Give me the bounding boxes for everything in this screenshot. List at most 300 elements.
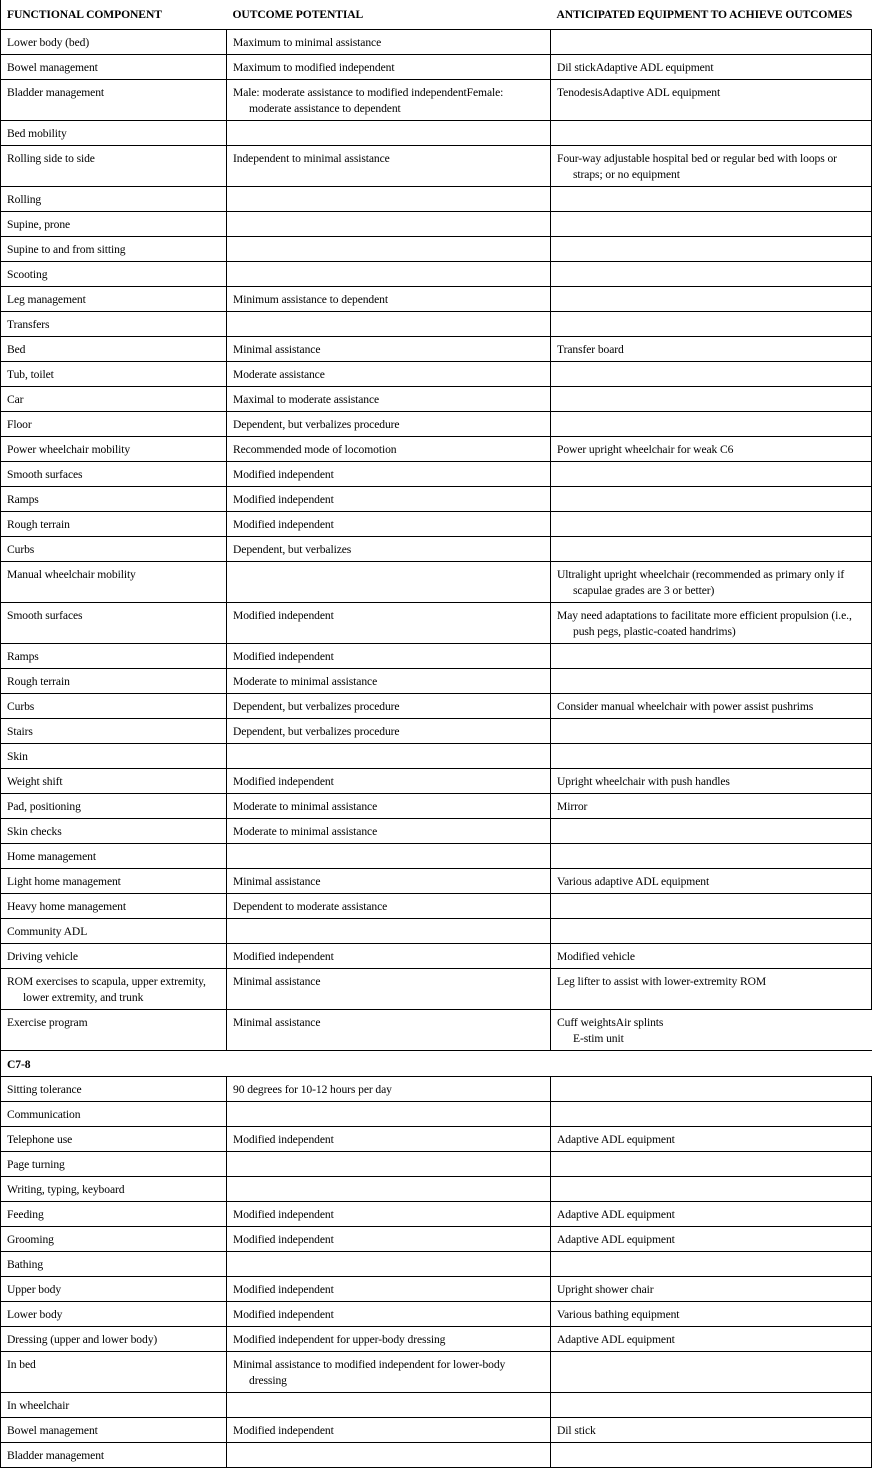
outcome-cell	[227, 669, 551, 694]
table-row	[1, 237, 872, 262]
component-cell	[1, 1302, 227, 1327]
equipment-cell-text: Upright shower chair	[557, 1283, 654, 1296]
outcome-cell-text: Moderate assistance	[233, 368, 325, 381]
component-cell-text: Bowel management	[7, 61, 98, 74]
outcome-cell	[227, 769, 551, 794]
outcome-cell-text: Modified independent	[233, 775, 334, 788]
component-cell-text: Floor	[7, 418, 32, 431]
table-row	[1, 437, 872, 462]
equipment-cell-text: May need adaptations to facilitate more efficient propulsion (i.e., push pegs, plastic-coated handrims)	[557, 609, 852, 638]
component-cell-text: Smooth surfaces	[7, 609, 83, 622]
table-row	[1, 644, 872, 669]
component-cell	[1, 1327, 227, 1352]
outcome-cell	[227, 312, 551, 337]
component-cell-text: In wheelchair	[7, 1399, 70, 1412]
table-row	[1, 694, 872, 719]
outcome-cell	[227, 1177, 551, 1202]
equipment-cell-text: Adaptive ADL equipment	[557, 1133, 675, 1146]
outcome-cell	[227, 237, 551, 262]
equipment-cell	[551, 1327, 872, 1352]
outcome-cell	[227, 1277, 551, 1302]
component-cell	[1, 819, 227, 844]
component-cell-text: Curbs	[7, 543, 35, 556]
component-cell-text: Supine, prone	[7, 218, 71, 231]
outcome-cell	[227, 362, 551, 387]
table-row	[1, 1327, 872, 1352]
outcome-cell	[227, 1227, 551, 1252]
equipment-cell-text: Transfer board	[557, 343, 624, 356]
table-row	[1, 30, 872, 55]
equipment-cell	[551, 287, 872, 312]
outcome-cell	[227, 1302, 551, 1327]
component-cell-text: Bowel management	[7, 1424, 98, 1437]
equipment-cell	[551, 819, 872, 844]
equipment-cell	[551, 1302, 872, 1327]
outcome-cell-text: Dependent, but verbalizes procedure	[233, 700, 400, 713]
component-cell-text: Leg management	[7, 293, 86, 306]
component-cell	[1, 121, 227, 146]
outcome-cell-text: Moderate to minimal assistance	[233, 825, 378, 838]
component-cell	[1, 437, 227, 462]
outcome-cell-text: Minimal assistance	[233, 343, 321, 356]
component-cell-text: Skin	[7, 750, 28, 763]
equipment-cell-text: Various adaptive ADL equipment	[557, 875, 710, 888]
component-cell	[1, 337, 227, 362]
table-row	[1, 1418, 872, 1443]
header-functional-component: FUNCTIONAL COMPONENT	[1, 0, 227, 30]
table-row	[1, 1393, 872, 1418]
table-row	[1, 1443, 872, 1468]
table-row	[1, 312, 872, 337]
component-cell-text: Weight shift	[7, 775, 63, 788]
component-cell	[1, 894, 227, 919]
equipment-cell	[551, 562, 872, 603]
component-cell	[1, 487, 227, 512]
outcome-cell-text: Modified independent	[233, 650, 334, 663]
table-row	[1, 262, 872, 287]
table-row	[1, 387, 872, 412]
outcome-cell-text: Modified independent	[233, 1233, 334, 1246]
equipment-cell	[551, 1202, 872, 1227]
table-row	[1, 819, 872, 844]
component-cell	[1, 944, 227, 969]
equipment-cell	[551, 1443, 872, 1468]
component-cell-text: Smooth surfaces	[7, 468, 83, 481]
component-cell	[1, 30, 227, 55]
component-cell-text: Driving vehicle	[7, 950, 78, 963]
outcome-cell	[227, 146, 551, 187]
outcome-cell-text: Maximal to moderate assistance	[233, 393, 380, 406]
table-row	[1, 1202, 872, 1227]
outcome-cell-text: Dependent, but verbalizes procedure	[233, 725, 400, 738]
component-cell	[1, 312, 227, 337]
equipment-cell-text: Various bathing equipment	[557, 1308, 680, 1321]
outcome-cell-text: Modified independent	[233, 1208, 334, 1221]
table-row	[1, 1152, 872, 1177]
equipment-cell	[551, 1177, 872, 1202]
table-row	[1, 146, 872, 187]
outcome-cell-text: Modified independent	[233, 518, 334, 531]
component-cell	[1, 562, 227, 603]
equipment-cell	[551, 437, 872, 462]
header-outcome-potential: OUTCOME POTENTIAL	[227, 0, 551, 30]
table-row	[1, 1227, 872, 1252]
equipment-cell-text: Leg lifter to assist with lower-extremity ROM	[557, 975, 767, 988]
component-cell-text: Tub, toilet	[7, 368, 54, 381]
outcome-cell-text: Minimal assistance	[233, 875, 321, 888]
table-row	[1, 669, 872, 694]
table-row	[1, 55, 872, 80]
component-cell-text: Page turning	[7, 1158, 65, 1171]
component-cell-text: Transfers	[7, 318, 50, 331]
outcome-cell	[227, 794, 551, 819]
equipment-cell-text: Adaptive ADL equipment	[557, 1208, 675, 1221]
component-cell-text: Bed mobility	[7, 127, 67, 140]
component-cell	[1, 1418, 227, 1443]
outcome-cell	[227, 337, 551, 362]
equipment-cell	[551, 237, 872, 262]
outcome-cell-text: Maximum to minimal assistance	[233, 36, 382, 49]
component-cell	[1, 387, 227, 412]
component-cell	[1, 919, 227, 944]
component-cell-text: Rough terrain	[7, 675, 70, 688]
table-row	[1, 869, 872, 894]
table-row	[1, 1177, 872, 1202]
equipment-cell-text: Ultralight upright wheelchair (recommended as primary only if scapulae grades are 3 or better)	[557, 568, 845, 597]
component-cell	[1, 287, 227, 312]
table-row	[1, 844, 872, 869]
component-cell	[1, 1202, 227, 1227]
outcome-cell-text: Dependent to moderate assistance	[233, 900, 388, 913]
equipment-cell	[551, 362, 872, 387]
table-row	[1, 80, 872, 121]
outcome-cell	[227, 1252, 551, 1277]
component-cell	[1, 1227, 227, 1252]
component-cell-text: Ramps	[7, 650, 39, 663]
component-cell	[1, 694, 227, 719]
outcome-cell	[227, 512, 551, 537]
outcome-cell	[227, 744, 551, 769]
section-row	[1, 1051, 872, 1077]
table-row	[1, 1277, 872, 1302]
outcome-cell-text: Modified independent	[233, 468, 334, 481]
component-cell	[1, 603, 227, 644]
header-equipment: ANTICIPATED EQUIPMENT TO ACHIEVE OUTCOMES	[551, 0, 872, 30]
component-cell	[1, 1177, 227, 1202]
section-label: C7-8	[1, 1051, 872, 1077]
component-cell	[1, 969, 227, 1010]
outcome-cell-text: Modified independent	[233, 950, 334, 963]
equipment-cell-text: Power upright wheelchair for weak C6	[557, 443, 734, 456]
component-cell-text: Manual wheelchair mobility	[7, 568, 136, 581]
equipment-cell-text: Dil stickAdaptive ADL equipment	[557, 61, 714, 74]
component-cell-text: Rough terrain	[7, 518, 70, 531]
equipment-cell	[551, 146, 872, 187]
table-row	[1, 894, 872, 919]
equipment-cell	[551, 603, 872, 644]
outcome-cell	[227, 437, 551, 462]
outcome-cell	[227, 80, 551, 121]
equipment-cell	[551, 512, 872, 537]
component-cell	[1, 462, 227, 487]
outcome-cell-text: Dependent, but verbalizes procedure	[233, 418, 400, 431]
component-cell	[1, 187, 227, 212]
outcome-cell-text: Moderate to minimal assistance	[233, 800, 378, 813]
equipment-cell	[551, 1418, 872, 1443]
component-cell-text: Car	[7, 393, 24, 406]
component-cell	[1, 1152, 227, 1177]
component-cell	[1, 844, 227, 869]
outcome-cell-text: Recommended mode of locomotion	[233, 443, 397, 456]
component-cell-text: Curbs	[7, 700, 35, 713]
table-row	[1, 487, 872, 512]
equipment-cell	[551, 337, 872, 362]
component-cell-text: Home management	[7, 850, 96, 863]
equipment-cell	[551, 769, 872, 794]
equipment-cell-text: Adaptive ADL equipment	[557, 1233, 675, 1246]
equipment-cell	[551, 694, 872, 719]
outcome-cell-text: Modified independent	[233, 1424, 334, 1437]
outcome-cell	[227, 1077, 551, 1102]
equipment-cell	[551, 537, 872, 562]
equipment-cell	[551, 1277, 872, 1302]
component-cell-text: Light home management	[7, 875, 121, 888]
equipment-cell	[551, 1152, 872, 1177]
table-row	[1, 1010, 872, 1051]
equipment-cell	[551, 412, 872, 437]
component-cell-text: Power wheelchair mobility	[7, 443, 131, 456]
table-row	[1, 603, 872, 644]
component-cell	[1, 537, 227, 562]
equipment-cell	[551, 1102, 872, 1127]
outcome-cell-text: Moderate to minimal assistance	[233, 675, 378, 688]
component-cell	[1, 262, 227, 287]
equipment-cell	[551, 1077, 872, 1102]
table-row	[1, 462, 872, 487]
equipment-cell-text: Dil stick	[557, 1424, 596, 1437]
outcome-cell-text: Modified independent	[233, 1133, 334, 1146]
outcome-cell: Minimal assistance	[227, 1010, 551, 1051]
component-cell: Exercise program	[1, 1010, 227, 1051]
component-cell-text: Scooting	[7, 268, 48, 281]
component-cell-text: Feeding	[7, 1208, 44, 1221]
component-cell-text: Grooming	[7, 1233, 54, 1246]
component-cell	[1, 1127, 227, 1152]
outcome-cell-text: Dependent, but verbalizes	[233, 543, 352, 556]
equipment-cell	[551, 744, 872, 769]
component-cell	[1, 1102, 227, 1127]
table-row	[1, 1102, 872, 1127]
table-row	[1, 562, 872, 603]
outcome-cell	[227, 894, 551, 919]
table-row	[1, 537, 872, 562]
outcome-cell	[227, 1418, 551, 1443]
outcome-cell	[227, 1393, 551, 1418]
outcome-cell	[227, 1352, 551, 1393]
equipment-cell-text: Upright wheelchair with push handles	[557, 775, 730, 788]
outcome-cell	[227, 603, 551, 644]
component-cell-text: Writing, typing, keyboard	[7, 1183, 125, 1196]
component-cell-text: Telephone use	[7, 1133, 73, 1146]
table-row	[1, 1127, 872, 1152]
component-cell-text: Sitting tolerance	[7, 1083, 82, 1096]
equipment-cell	[551, 312, 872, 337]
component-cell-text: Communication	[7, 1108, 81, 1121]
equipment-cell	[551, 969, 872, 1010]
component-cell-text: Dressing (upper and lower body)	[7, 1333, 158, 1346]
equipment-cell	[551, 462, 872, 487]
component-cell	[1, 669, 227, 694]
component-cell	[1, 719, 227, 744]
component-cell-text: Community ADL	[7, 925, 88, 938]
equipment-cell	[551, 894, 872, 919]
component-cell	[1, 1252, 227, 1277]
outcome-cell	[227, 944, 551, 969]
component-cell	[1, 869, 227, 894]
outcome-cell-text: Independent to minimal assistance	[233, 152, 390, 165]
component-cell-text: Bathing	[7, 1258, 44, 1271]
equipment-cell	[551, 80, 872, 121]
equipment-cell	[551, 1393, 872, 1418]
equipment-cell	[551, 212, 872, 237]
equipment-cell	[551, 1227, 872, 1252]
table-row	[1, 1352, 872, 1393]
table-row	[1, 1252, 872, 1277]
outcome-cell	[227, 1152, 551, 1177]
table-row	[1, 1302, 872, 1327]
outcome-cell-text: Minimum assistance to dependent	[233, 293, 388, 306]
outcome-cell	[227, 212, 551, 237]
outcome-cell	[227, 187, 551, 212]
outcome-cell-text: Modified independent	[233, 1283, 334, 1296]
component-cell	[1, 1352, 227, 1393]
outcome-cell	[227, 30, 551, 55]
equipment-cell	[551, 262, 872, 287]
table-row	[1, 287, 872, 312]
equipment-cell	[551, 794, 872, 819]
component-cell	[1, 412, 227, 437]
outcome-cell	[227, 1102, 551, 1127]
outcome-cell-text: Modified independent	[233, 609, 334, 622]
outcome-cell	[227, 562, 551, 603]
component-cell-text: Lower body (bed)	[7, 36, 90, 49]
component-cell-text: ROM exercises to scapula, upper extremity, lower extremity, and trunk	[7, 975, 206, 1004]
equipment-cell	[551, 844, 872, 869]
outcome-cell	[227, 1127, 551, 1152]
component-cell-text: Bladder management	[7, 1449, 105, 1462]
outcome-cell	[227, 644, 551, 669]
equipment-cell-text: Mirror	[557, 800, 588, 813]
table-row	[1, 412, 872, 437]
component-cell-text: Supine to and from sitting	[7, 243, 126, 256]
table-row	[1, 121, 872, 146]
outcome-cell-text: Minimal assistance to modified independent for lower-body dressing	[233, 1358, 506, 1387]
component-cell-text: Rolling	[7, 193, 42, 206]
outcome-cell	[227, 537, 551, 562]
component-cell	[1, 769, 227, 794]
equipment-cell	[551, 1252, 872, 1277]
outcome-cell	[227, 844, 551, 869]
equipment-cell-text: TenodesisAdaptive ADL equipment	[557, 86, 721, 99]
component-cell	[1, 512, 227, 537]
table-row	[1, 719, 872, 744]
outcome-cell	[227, 1443, 551, 1468]
component-cell	[1, 1443, 227, 1468]
outcome-cell	[227, 487, 551, 512]
table-row	[1, 769, 872, 794]
header-row	[1, 0, 872, 30]
component-cell-text: In bed	[7, 1358, 36, 1371]
equipment-cell	[551, 919, 872, 944]
equipment-cell	[551, 187, 872, 212]
table-row	[1, 794, 872, 819]
outcome-cell-text: Male: moderate assistance to modified independentFemale: moderate assistance to dependent	[233, 86, 504, 115]
outcome-cell	[227, 262, 551, 287]
component-cell	[1, 237, 227, 262]
outcome-cell	[227, 412, 551, 437]
component-cell-text: Lower body	[7, 1308, 63, 1321]
outcome-cell	[227, 819, 551, 844]
component-cell	[1, 362, 227, 387]
component-cell-text: Pad, positioning	[7, 800, 81, 813]
table-row	[1, 944, 872, 969]
equipment-cell	[551, 1127, 872, 1152]
component-cell-text: Ramps	[7, 493, 39, 506]
outcome-cell-text: 90 degrees for 10-12 hours per day	[233, 1083, 392, 1096]
equipment-cell	[551, 1352, 872, 1393]
equipment-cell	[551, 644, 872, 669]
outcome-cell	[227, 387, 551, 412]
outcome-cell	[227, 55, 551, 80]
equipment-cell	[551, 944, 872, 969]
outcome-cell	[227, 969, 551, 1010]
outcome-cell-text: Minimal assistance	[233, 975, 321, 988]
outcome-cell-text: Modified independent	[233, 493, 334, 506]
equipment-cell	[551, 719, 872, 744]
outcome-cell-text: Maximum to modified independent	[233, 61, 395, 74]
outcome-cell	[227, 1327, 551, 1352]
table-row	[1, 512, 872, 537]
table-row	[1, 362, 872, 387]
equipment-cell	[551, 869, 872, 894]
component-cell	[1, 55, 227, 80]
outcome-cell	[227, 919, 551, 944]
equipment-cell	[551, 387, 872, 412]
component-cell-text: Skin checks	[7, 825, 62, 838]
equipment-cell-text: Consider manual wheelchair with power assist pushrims	[557, 700, 814, 713]
table-row	[1, 1077, 872, 1102]
component-cell	[1, 1393, 227, 1418]
component-cell	[1, 744, 227, 769]
equipment-cell	[551, 669, 872, 694]
component-cell	[1, 1277, 227, 1302]
outcome-cell	[227, 694, 551, 719]
outcome-cell	[227, 719, 551, 744]
outcome-cell	[227, 869, 551, 894]
component-cell	[1, 146, 227, 187]
equipment-cell	[551, 1010, 872, 1051]
component-cell-text: Upper body	[7, 1283, 62, 1296]
outcome-cell-text: Modified independent for upper-body dressing	[233, 1333, 446, 1346]
equipment-cell-text: Four-way adjustable hospital bed or regular bed with loops or straps; or no equipment	[557, 152, 837, 181]
component-cell	[1, 1077, 227, 1102]
component-cell	[1, 644, 227, 669]
component-cell-text: Bladder management	[7, 86, 105, 99]
equipment-line: E-stim unit	[573, 1032, 624, 1045]
component-cell	[1, 794, 227, 819]
component-cell	[1, 80, 227, 121]
outcome-cell	[227, 287, 551, 312]
